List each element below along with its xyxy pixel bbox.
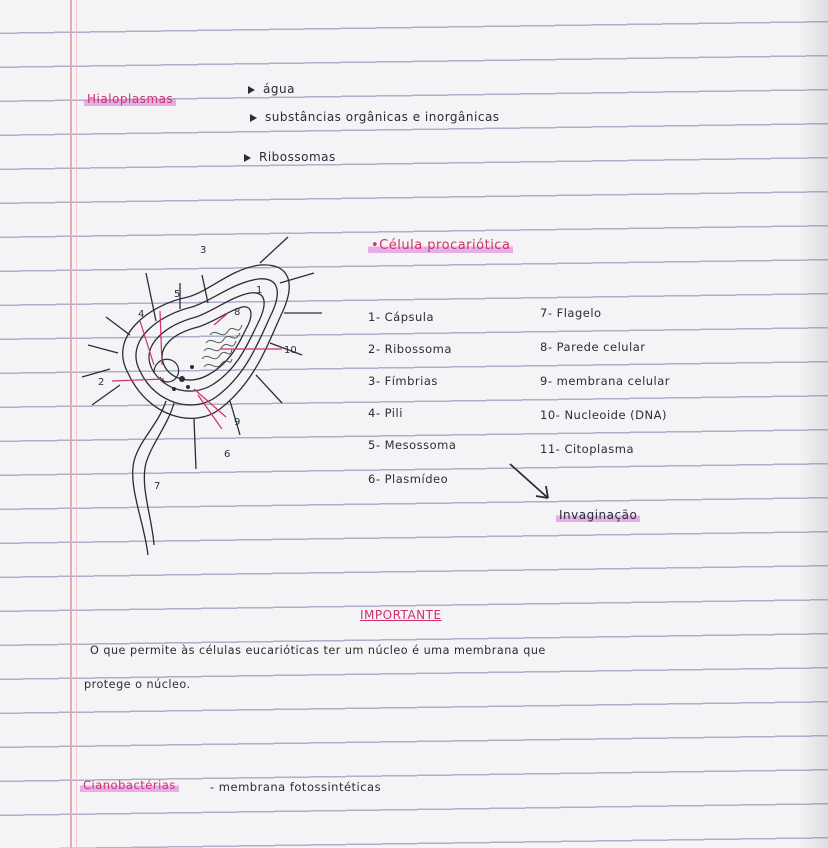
hialoplasma-item-2 <box>250 110 500 124</box>
bullet-icon <box>248 86 255 94</box>
legend-item: 6- Plasmídeo <box>368 472 449 486</box>
invagination-label: Invaginação <box>556 508 640 522</box>
legend-item: 11- Citoplasma <box>540 442 634 456</box>
bullet-icon <box>244 154 251 162</box>
legend-item: 2- Ribossoma <box>368 342 452 356</box>
cyano-definition: - membrana fotossintéticas <box>210 780 382 794</box>
important-text-line2: protege o núcleo. <box>84 678 191 691</box>
cell-title: •Célula procariótica <box>368 238 513 253</box>
important-title: IMPORTANTE <box>360 608 442 622</box>
page-edge-shadow <box>798 0 828 848</box>
diagram-label-5: 5 <box>174 289 181 300</box>
diagram-label-3: 3 <box>200 245 207 256</box>
arrow-icon <box>506 460 566 510</box>
legend-item: 8- Parede celular <box>540 340 646 354</box>
diagram-label-2: 2 <box>98 377 105 388</box>
legend-item: 1- Cápsula <box>368 310 435 324</box>
legend-item: 4- Pili <box>368 406 403 420</box>
cyano-term: Cianobactérias <box>80 778 179 792</box>
hialoplasma-title: Hialoplasmas <box>84 92 176 106</box>
diagram-label-4: 4 <box>138 309 145 320</box>
hialoplasma-item-text: água <box>263 82 295 96</box>
bullet-icon <box>250 114 257 122</box>
hialoplasma-item-text: Ribossomas <box>259 150 336 164</box>
diagram-label-10: 10 <box>284 345 297 356</box>
legend-item: 3- Fímbrias <box>368 374 438 388</box>
legend-item: 7- Flagelo <box>540 306 602 320</box>
legend-item: 5- Mesossoma <box>368 438 457 452</box>
diagram-label-8: 8 <box>234 307 241 318</box>
diagram-label-1: 1 <box>256 285 263 296</box>
diagram-label-7: 7 <box>154 481 161 492</box>
prokaryotic-cell-diagram <box>70 225 430 565</box>
legend-item: 9- membrana celular <box>540 374 671 388</box>
important-text-line1: O que permite às células eucarióticas ter um núcleo é uma membrana que <box>90 644 546 657</box>
diagram-label-9: 9 <box>234 417 241 428</box>
hialoplasma-item-1 <box>248 82 295 96</box>
diagram-label-6: 6 <box>224 449 231 460</box>
hialoplasma-item-text: substâncias orgânicas e inorgânicas <box>265 110 500 124</box>
hialoplasma-item-3 <box>244 150 336 164</box>
legend-item: 10- Nucleoide (DNA) <box>540 408 667 422</box>
